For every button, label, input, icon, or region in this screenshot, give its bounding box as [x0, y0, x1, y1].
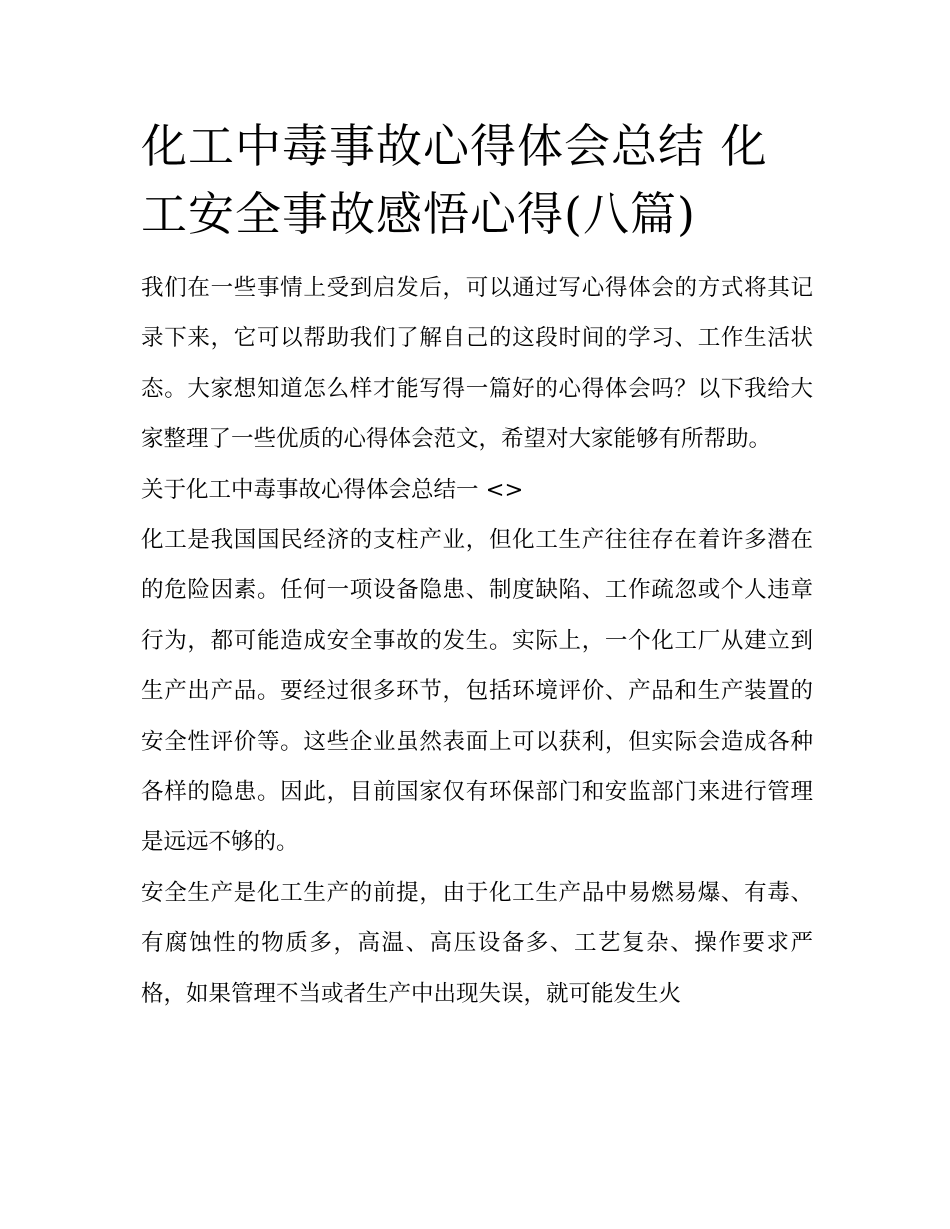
section-heading: 关于化工中毒事故心得体会总结一 <>	[141, 476, 524, 503]
document-body	[141, 112, 813, 1019]
body-paragraph-2: 安全生产是化工生产的前提，由于化工生产品中易燃易爆、有毒、有腐蚀性的物质多，高温、高压设备多、工艺复杂、操作要求严格，如果管理不当或者生产中出现失误，就可能发生火	[141, 879, 813, 1007]
body-paragraph-1: 化工是我国国民经济的支柱产业，但化工生产往往存在着许多潜在的危险因素。任何一项设备隐患、制度缺陷、工作疏忽或个人违章行为，都可能造成安全事故的发生。实际上，一个化工厂从建立到生产出产品。要经过很多环节，包括环境评价、产品和生产装置的安全性评价等。这些企业虽然表面上可以获利，但实际会造成各种各样的隐患。因此，目前国家仅有环保部门和安监部门来进行管理是远远不够的。	[141, 527, 813, 856]
document-title: 化工中毒事故心得体会总结 化工安全事故感悟心得(八篇)	[141, 119, 768, 241]
intro-paragraph: 我们在一些事情上受到启发后，可以通过写心得体会的方式将其记录下来，它可以帮助我们了解自己的这段时间的学习、工作生活状态。大家想知道怎么样才能写得一篇好的心得体会吗？以下我给大家整理了一些优质的心得体会范文，希望对大家能够有所帮助。	[141, 275, 813, 453]
